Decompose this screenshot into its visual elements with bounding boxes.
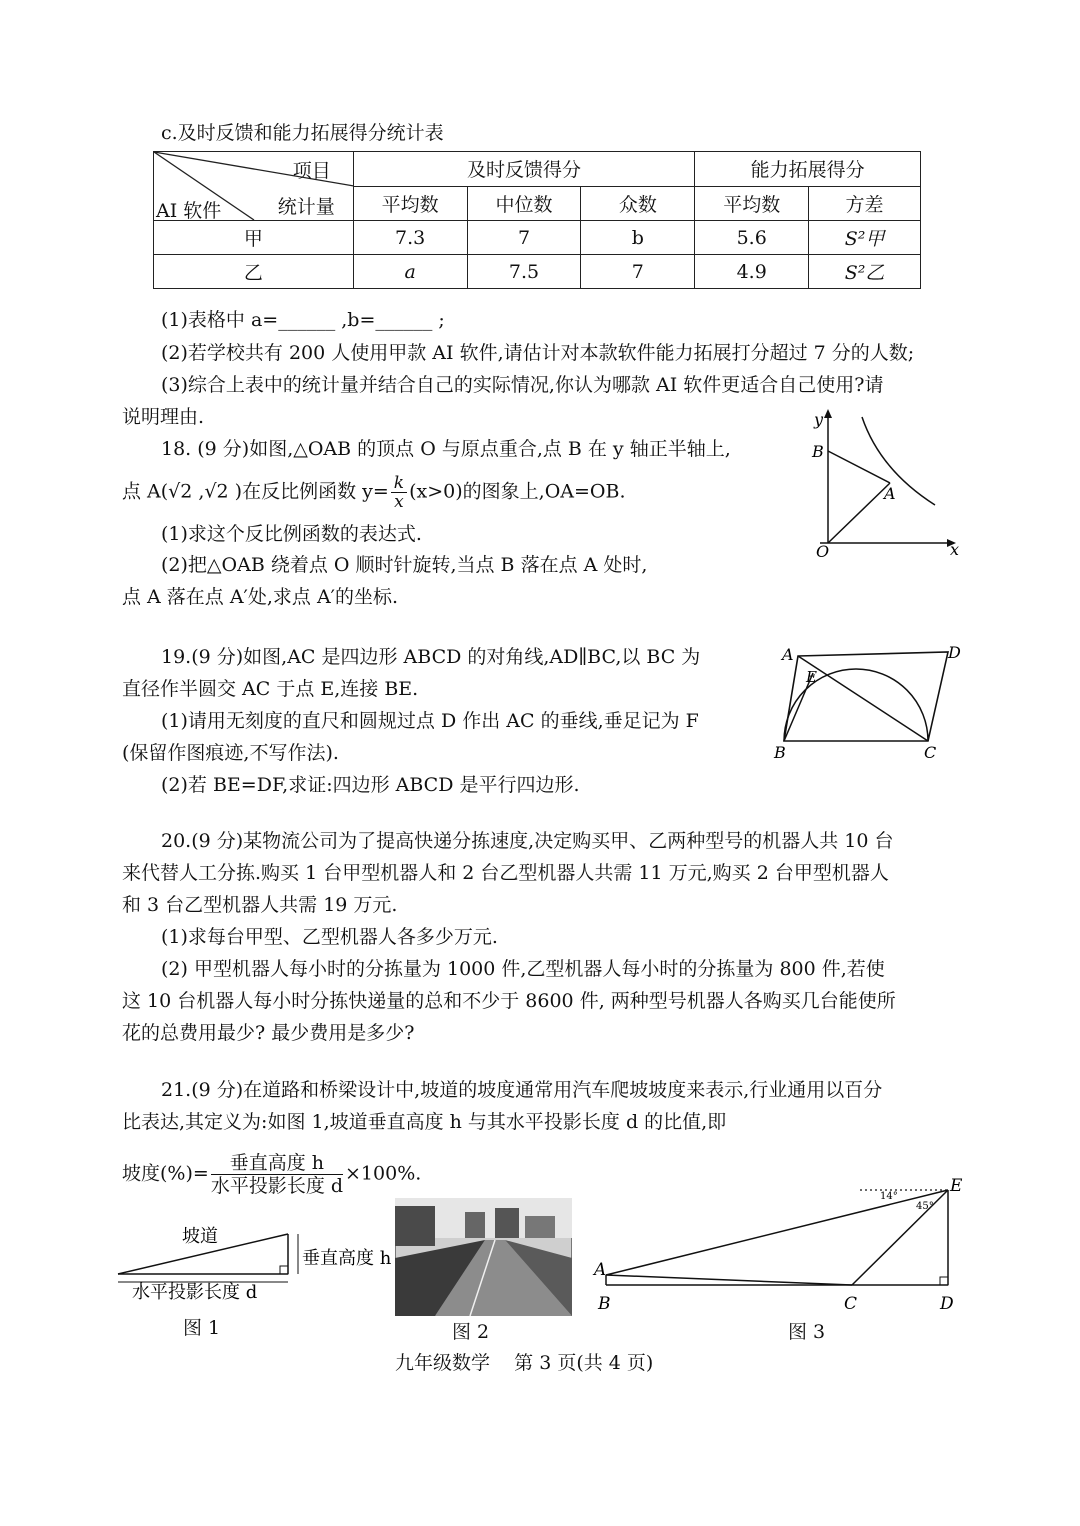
- q19-part1: (1)请用无刻度的直尺和圆规过点 D 作出 AC 的垂线,垂足记为 F: [161, 710, 699, 732]
- label-O: O: [816, 542, 830, 561]
- q18-figure: [800, 405, 970, 565]
- table-row: [154, 255, 921, 289]
- label-E: E: [950, 1176, 963, 1196]
- sub-header: 平均数: [695, 186, 809, 221]
- fig2-road-photo: [395, 1198, 572, 1316]
- row-name: 甲: [154, 221, 354, 255]
- label-A: A: [782, 645, 794, 664]
- fig2-caption: 图 2: [452, 1321, 490, 1343]
- cell: a: [353, 255, 467, 289]
- cell: 7: [581, 255, 695, 289]
- label-C: C: [844, 1294, 858, 1314]
- q18-line2-a: 点 A(√2 ,√2 )在反比例函数 y=: [122, 480, 389, 503]
- segment-AC: [606, 1275, 852, 1285]
- q18-part2: (2)把△OAB 绕着点 O 顺时针旋转,当点 B 落在点 A 处时,: [161, 554, 648, 576]
- table-title: c.及时反馈和能力拓展得分统计表: [161, 122, 444, 144]
- q17-part2: (2)若学校共有 200 人使用甲款 AI 软件,请估计对本款软件能力拓展打分超过 7 分的人数;: [161, 342, 915, 364]
- q18-line2: [122, 474, 626, 511]
- label-B: B: [774, 743, 786, 762]
- label-y: y: [814, 410, 824, 429]
- q17-part3: (3)综合上表中的统计量并结合自己的实际情况,你认为哪款 AI 软件更适合自己使用?请: [161, 374, 884, 396]
- label-slope: 坡道: [182, 1226, 218, 1247]
- y-axis-arrow-icon: [824, 409, 832, 418]
- cell: 7: [467, 221, 581, 255]
- label-length: 水平投影长度 d: [132, 1282, 258, 1303]
- formula-right: ×100%.: [345, 1162, 422, 1185]
- statistics-table: [153, 151, 921, 289]
- q20-part1: (1)求每台甲型、乙型机器人各多少万元.: [161, 926, 498, 948]
- label-angle-14: 14°: [880, 1191, 898, 1202]
- q21-formula: [122, 1152, 421, 1197]
- q20-line3: 和 3 台乙型机器人共需 19 万元.: [122, 894, 398, 916]
- label-angle-45: 45°: [916, 1201, 934, 1212]
- hyperbola-curve: [862, 417, 935, 505]
- cell: S²甲: [809, 221, 921, 255]
- cell: b: [581, 221, 695, 255]
- q21-line1: 21.(9 分)在道路和桥梁设计中,坡道的坡度通常用汽车爬坡坡度来表示,行业通用以百分: [161, 1079, 883, 1101]
- segment-BA: [828, 451, 890, 483]
- segment-OA: [828, 483, 890, 543]
- formula-denominator: 水平投影长度 d: [210, 1175, 344, 1197]
- corner-mid-label: 统计量: [277, 196, 335, 218]
- sub-header: 中位数: [467, 186, 581, 221]
- corner-bottom-label: AI 软件: [156, 200, 222, 222]
- label-D: D: [948, 643, 961, 662]
- q19-figure: [770, 638, 970, 763]
- cell: 7.3: [353, 221, 467, 255]
- fig3-caption: 图 3: [788, 1321, 826, 1343]
- q19-line2: 直径作半圆交 AC 于点 E,连接 BE.: [122, 678, 419, 700]
- fig1-caption: 图 1: [183, 1317, 221, 1339]
- frac-num: k: [391, 474, 407, 493]
- q17-part1: (1)表格中 a=______ ,b=______ ;: [161, 309, 445, 331]
- corner-top-label: 项目: [292, 160, 331, 182]
- fig1-slope-diagram: [112, 1212, 402, 1307]
- segment-AE: [606, 1190, 948, 1275]
- q19-part2: (2)若 BE=DF,求证:四边形 ABCD 是平行四边形.: [161, 774, 580, 796]
- label-E: E: [806, 668, 817, 686]
- table-corner-cell: [154, 152, 354, 221]
- cell: 5.6: [695, 221, 809, 255]
- q20-line2: 来代替人工分拣.购买 1 台甲型机器人和 2 台乙型机器人共需 11 万元,购买 2 台甲型机器人: [122, 862, 889, 884]
- q18-part1: (1)求这个反比例函数的表达式.: [161, 523, 422, 545]
- formula-left: 坡度(%)=: [122, 1162, 209, 1185]
- cell: S²乙: [809, 255, 921, 289]
- right-angle-mark: [940, 1277, 948, 1285]
- q21-line2: 比表达,其定义为:如图 1,坡道垂直高度 h 与其水平投影长度 d 的比值,即: [122, 1111, 727, 1133]
- table-row: [154, 221, 921, 255]
- label-D: D: [940, 1294, 954, 1314]
- sub-header: 众数: [581, 186, 695, 221]
- q18-part2-cont: 点 A 落在点 A′处,求点 A′的坐标.: [122, 586, 399, 608]
- formula-numerator: 垂直高度 h: [211, 1152, 343, 1175]
- label-A: A: [594, 1260, 607, 1280]
- label-C: C: [924, 743, 937, 762]
- header-group-2: 能力拓展得分: [695, 152, 921, 187]
- frac-den: x: [394, 492, 404, 512]
- sub-header: 方差: [809, 186, 921, 221]
- q18-line2-b: (x>0)的图象上,OA=OB.: [409, 480, 626, 503]
- q19-line1: 19.(9 分)如图,AC 是四边形 ABCD 的对角线,AD∥BC,以 BC 为: [161, 646, 701, 668]
- q20-part2-cont2: 花的总费用最少? 最少费用是多少?: [122, 1022, 415, 1044]
- quadrilateral-ABCD: [784, 652, 948, 741]
- formula-fraction: [211, 1152, 343, 1197]
- page-footer: 九年级数学 第 3 页(共 4 页): [395, 1352, 654, 1374]
- cell: 7.5: [467, 255, 581, 289]
- q20-line1: 20.(9 分)某物流公司为了提高快递分拣速度,决定购买甲、乙两种型号的机器人共 10 台: [161, 830, 894, 852]
- header-group-1: 及时反馈得分: [353, 152, 695, 187]
- q20-part2-cont1: 这 10 台机器人每小时分拣快递量的总和不少于 8600 件, 两种型号机器人各购买几台能使所: [122, 990, 896, 1012]
- q19-part1-cont: (保留作图痕迹,不写作法).: [122, 742, 339, 764]
- q20-part2: (2) 甲型机器人每小时的分拣量为 1000 件,乙型机器人每小时的分拣量为 800 件,若使: [161, 958, 885, 980]
- fraction-k-over-x: [391, 474, 407, 511]
- row-name: 乙: [154, 255, 354, 289]
- q17-part3-cont: 说明理由.: [122, 406, 205, 428]
- fig3-diagram: [590, 1175, 970, 1315]
- label-x: x: [950, 540, 960, 559]
- q18-line1: 18. (9 分)如图,△OAB 的顶点 O 与原点重合,点 B 在 y 轴正半轴上,: [161, 438, 731, 460]
- cell: 4.9: [695, 255, 809, 289]
- sub-header: 平均数: [353, 186, 467, 221]
- label-B: B: [812, 442, 824, 461]
- label-height: 垂直高度 h: [302, 1248, 392, 1269]
- label-A: A: [884, 484, 896, 503]
- label-B: B: [598, 1294, 611, 1314]
- right-angle-mark: [280, 1266, 288, 1274]
